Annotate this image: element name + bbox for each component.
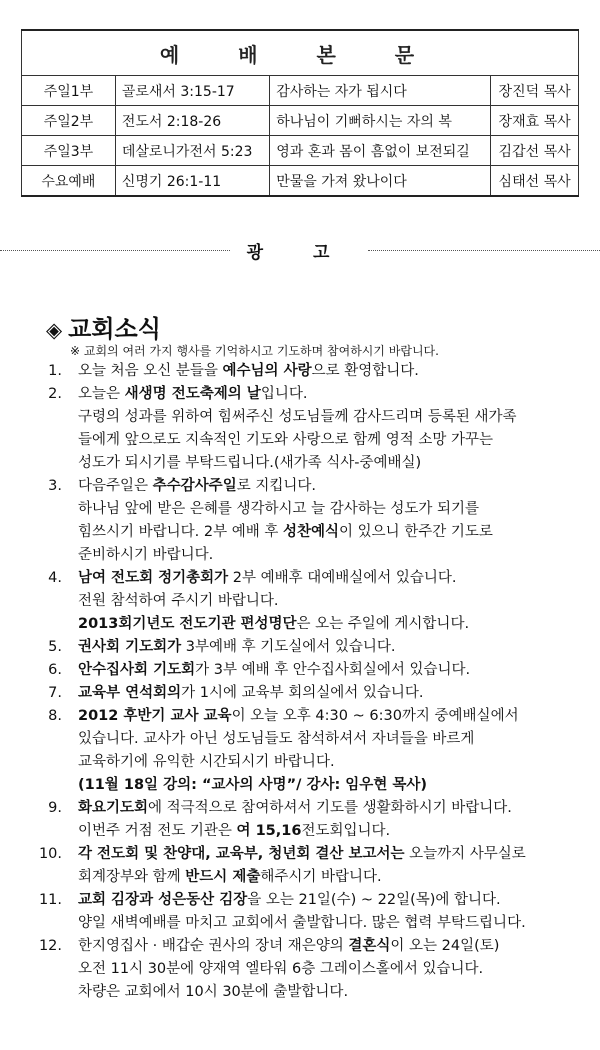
list-item-text: 차량은 교회에서 10시 30분에 출발합니다. xyxy=(78,984,349,1000)
list-item-text: 한지영집사 · 배갑순 권사의 장녀 재은양의 결혼식이 오는 24일(토) xyxy=(78,938,500,954)
list-item-text: 각 전도회 및 찬양대, 교육부, 청년회 결산 보고서는 오늘까지 사무실로 xyxy=(78,846,526,862)
list-item-text: 준비하시기 바랍니다. xyxy=(78,547,214,563)
announcements-label: 광 고 xyxy=(246,243,352,263)
list-item-number: 9. xyxy=(48,800,62,816)
emphasis-text: 권사회 기도회가 xyxy=(78,639,182,655)
emphasis-text: 예수님의 사랑 xyxy=(222,363,312,379)
list-item-text: 있습니다. 교사가 아닌 성도님들도 참석하셔서 자녀들을 바르게 xyxy=(78,731,475,747)
emphasis-text: (11월 18일 강의: “교사의 사명”/ 강사: 임우현 목사) xyxy=(78,777,428,793)
sermon-cell: 영과 혼과 몸이 흠없이 보전되길 xyxy=(270,136,491,166)
list-item-text: 양일 새벽예배를 마치고 교회에서 출발합니다. 많은 협력 부탁드립니다. xyxy=(78,915,526,931)
list-item-text: 하나님 앞에 받은 은혜를 생각하시고 늘 감사하는 성도가 되기를 xyxy=(78,501,480,517)
emphasis-text: 화요기도회 xyxy=(78,800,149,816)
emphasis-text: 교육부 연석회의 xyxy=(78,685,182,701)
emphasis-text: 남여 전도회 정기총회가 xyxy=(78,570,229,586)
list-item-text: 성도가 되시기를 부탁드립니다.(새가족 식사-중예배실) xyxy=(78,455,422,471)
list-item-number: 10. xyxy=(38,846,62,862)
list-item-text: 오늘 처음 오신 분들을 예수님의 사랑으로 환영합니다. xyxy=(78,363,419,379)
diamond-icon: ◈ xyxy=(46,318,63,342)
emphasis-text: 새생명 전도축제의 날 xyxy=(124,386,261,402)
list-item-number: 3. xyxy=(48,478,62,494)
emphasis-text: 2013회기년도 전도기관 편성명단 xyxy=(78,616,297,632)
table-title: 예 배 본 문 xyxy=(22,30,579,76)
preacher-cell: 장재효 목사 xyxy=(491,106,579,136)
emphasis-text: 성찬예식 xyxy=(282,524,339,540)
list-item-number: 7. xyxy=(48,685,62,701)
list-item-text: 구령의 성과를 위하여 힘써주신 성도님들께 감사드리며 등록된 새가족 xyxy=(78,409,517,425)
table-row xyxy=(22,136,579,166)
list-item-text: 권사회 기도회가 3부예배 후 기도실에서 있습니다. xyxy=(78,639,396,655)
list-item-text: 교육하기에 유익한 시간되시기 바랍니다. xyxy=(78,754,335,770)
section-heading xyxy=(46,309,161,344)
sermon-cell: 만물을 가져 왔나이다 xyxy=(270,166,491,197)
list-item-text: 2012 후반기 교사 교육이 오늘 오후 4:30 ~ 6:30까지 중예배실에서 xyxy=(78,708,519,724)
emphasis-text: 교회 김장과 성은동산 김장 xyxy=(78,892,248,908)
list-item-text xyxy=(78,774,427,796)
list-item-text: 다음주일은 추수감사주일로 지킵니다. xyxy=(78,478,316,494)
list-item-number: 1. xyxy=(48,363,62,379)
list-item-text: 회계장부와 함께 반드시 제출해주시기 바랍니다. xyxy=(78,869,382,885)
list-item-number: 8. xyxy=(48,708,62,724)
emphasis-text: 결혼식 xyxy=(348,938,391,954)
service-cell: 주일3부 xyxy=(22,136,116,166)
list-item-text: 2013회기년도 전도기관 편성명단은 오는 주일에 게시합니다. xyxy=(78,616,470,632)
list-item-text: 들에게 앞으로도 지속적인 기도와 사랑으로 함께 영적 소망 가꾸는 xyxy=(78,432,494,448)
sermon-cell: 감사하는 자가 됩시다 xyxy=(270,76,491,106)
list-item-text: 이번주 거점 전도 기관은 여 15,16전도회입니다. xyxy=(78,823,391,839)
list-item-number: 4. xyxy=(48,570,62,586)
list-item-number: 11. xyxy=(38,892,62,908)
emphasis-text: 2012 후반기 교사 교육 xyxy=(78,708,232,724)
scripture-cell: 전도서 2:18-26 xyxy=(115,106,269,136)
sermon-cell: 하나님이 기뻐하시는 자의 복 xyxy=(270,106,491,136)
list-item-number: 5. xyxy=(48,639,62,655)
emphasis-text: 안수집사회 기도회 xyxy=(78,662,196,678)
table-row xyxy=(22,106,579,136)
list-item-number: 12. xyxy=(38,938,62,954)
scripture-cell: 신명기 26:1-11 xyxy=(115,166,269,197)
preacher-cell: 심태선 목사 xyxy=(491,166,579,197)
scripture-cell: 골로새서 3:15-17 xyxy=(115,76,269,106)
preacher-cell: 김갑선 목사 xyxy=(491,136,579,166)
list-item-text: 화요기도회에 적극적으로 참여하셔서 기도를 생활화하시기 바랍니다. xyxy=(78,800,512,816)
service-cell: 주일2부 xyxy=(22,106,116,136)
list-item-number: 6. xyxy=(48,662,62,678)
emphasis-text: 추수감사주일 xyxy=(152,478,237,494)
dotted-rule-left xyxy=(0,250,230,251)
preacher-cell: 장진덕 목사 xyxy=(491,76,579,106)
table-row xyxy=(22,166,579,197)
list-item-text: 오늘은 새생명 전도축제의 날입니다. xyxy=(78,386,308,402)
dotted-rule-right xyxy=(368,250,600,251)
list-item-text: 안수집사회 기도회가 3부 예배 후 안수집사회실에서 있습니다. xyxy=(78,662,471,678)
list-item-text: 교육부 연석회의가 1시에 교육부 회의실에서 있습니다. xyxy=(78,685,424,701)
emphasis-text: 여 15,16 xyxy=(236,823,302,839)
list-item-text: 오전 11시 30분에 양재역 엘타워 6층 그레이스홀에서 있습니다. xyxy=(78,961,484,977)
section-title: 교회소식 xyxy=(68,315,161,343)
section-note: ※ 교회의 여러 가지 행사를 기억하시고 기도하며 참여하시기 바랍니다. xyxy=(70,344,439,358)
worship-scripture-table xyxy=(21,29,579,197)
list-item-text: 전원 참석하여 주시기 바랍니다. xyxy=(78,593,279,609)
emphasis-text: 반드시 제출 xyxy=(185,869,261,885)
table-row xyxy=(22,76,579,106)
emphasis-text: 각 전도회 및 찬양대, 교육부, 청년회 결산 보고서는 xyxy=(78,846,405,862)
list-item-text: 힘쓰시기 바랍니다. 2부 예배 후 성찬예식이 있으니 한주간 기도로 xyxy=(78,524,493,540)
service-cell: 수요예배 xyxy=(22,166,116,197)
list-item-text: 남여 전도회 정기총회가 2부 예배후 대예배실에서 있습니다. xyxy=(78,570,457,586)
list-item-number: 2. xyxy=(48,386,62,402)
list-item-text: 교회 김장과 성은동산 김장을 오는 21일(수) ~ 22일(목)에 합니다. xyxy=(78,892,501,908)
announcements-divider xyxy=(0,238,600,262)
scripture-cell: 데살로니가전서 5:23 xyxy=(115,136,269,166)
service-cell: 주일1부 xyxy=(22,76,116,106)
